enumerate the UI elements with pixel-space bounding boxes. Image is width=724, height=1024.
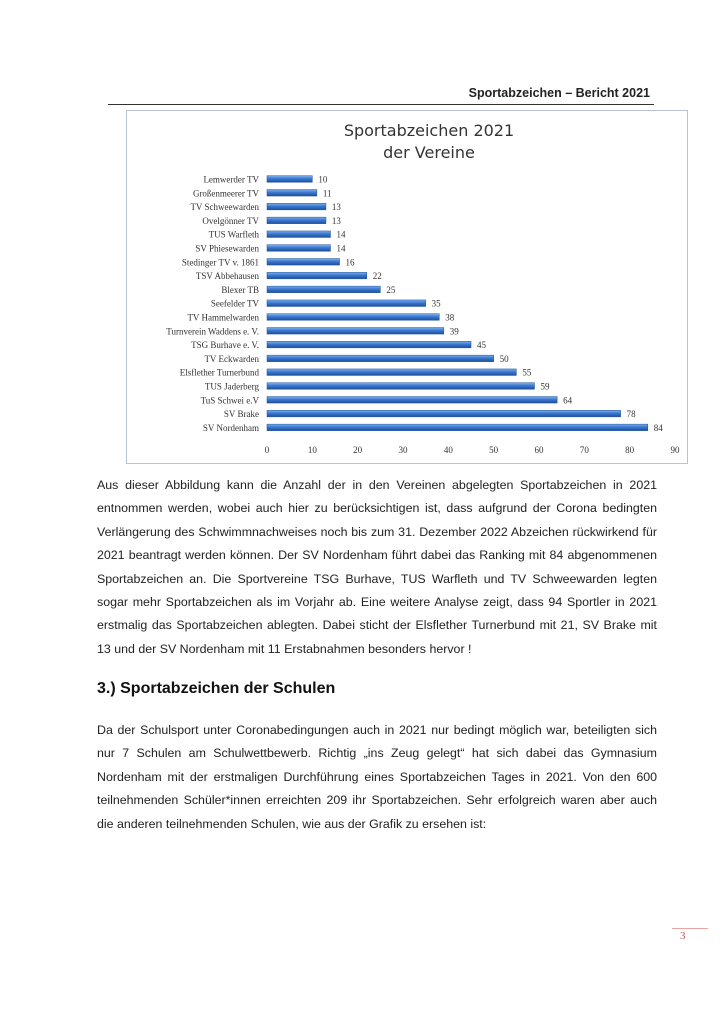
bar [267, 259, 340, 266]
data-label: 35 [431, 298, 441, 309]
category-label: Großenmeerer TV [192, 188, 259, 199]
data-label: 25 [386, 284, 396, 295]
chart-title: Sportabzeichen 2021 [343, 121, 515, 140]
x-tick-label: 20 [353, 445, 363, 455]
bar [267, 217, 326, 224]
category-label: Seefelder TV [210, 298, 259, 309]
bar [267, 203, 326, 210]
x-tick-label: 30 [398, 445, 408, 455]
category-label: TV Schweewarden [190, 202, 259, 213]
bar [267, 190, 317, 197]
bar [267, 231, 330, 238]
data-label: 45 [477, 340, 486, 351]
data-label: 50 [499, 353, 509, 364]
category-label: TuS Schwei e.V [200, 395, 259, 406]
bar [267, 314, 439, 321]
bar [267, 245, 330, 252]
bar [267, 272, 367, 279]
data-label: 10 [318, 174, 328, 185]
bar [267, 369, 516, 376]
category-label: Stedinger TV v. 1861 [181, 257, 259, 268]
page-number-rule [672, 928, 708, 929]
data-label: 22 [372, 271, 382, 282]
data-label: 64 [563, 395, 573, 406]
data-label: 78 [626, 409, 636, 420]
category-label: Turnverein Waddens e. V. [166, 326, 259, 337]
category-label: TUS Jaderberg [204, 381, 259, 392]
bar [267, 300, 426, 307]
category-label: TUS Warfleth [208, 229, 259, 240]
category-label: Ovelgönner TV [202, 215, 259, 226]
header-rule [108, 104, 654, 105]
x-tick-label: 80 [625, 445, 635, 455]
data-label: 14 [336, 243, 346, 254]
category-label: TV Eckwarden [204, 353, 259, 364]
bar [267, 397, 557, 404]
data-label: 13 [331, 202, 341, 213]
paragraph-schulen: Da der Schulsport unter Coronabedingungen auch in 2021 nur bedingt möglich war, beteiligten sich nur 7 Schulen am Schulwettbewerb. Richtig „ins Zeug gelegt“ hat sich dabei das Gymnasium Nordenham mit der erstmaligen Durchführung eines Sportabzeichen Tages in 2021. Von den 600 teilnehmenden Schüler*innen erreichten 209 ihr Sportabzeichen. Sehr erfolgreich waren aber auch die anderen teilnehmenden Schulen, wie aus der Grafik zu ersehen ist: [97, 723, 657, 831]
page-number: 3 [680, 930, 686, 942]
paragraph-vereine: Aus dieser Abbildung kann die Anzahl der in den Vereinen abgelegten Sportabzeichen in 2021 entnommen werden, wobei auch hier zu berücksichtigen ist, dass aufgrund der Corona bedingten Verlängerung des Schwimmnachweises noch bis zum 31. Dezember 2022 Abzeichen rückwirkend für 2021 beantragt werden können. Der SV Nordenham führt dabei das Ranking mit 84 abgenommenen Sportabzeichen an. Die Sportvereine TSG Burhave, TUS Warfleth und TV Schweewarden legten sogar mehr Sportabzeichen als im Vorjahr ab. Eine weitere Analyse zeigt, dass 94 Sportler in 2021 erstmalig das Sportabzeichen ablegten. Dabei sticht der Elsflether Turnerbund mit 21, SV Brake mit 13 und der SV Nordenham mit 11 Erstabnahmen besonders hervor ! [97, 478, 657, 656]
data-label: 38 [445, 312, 455, 323]
bar [267, 286, 380, 293]
category-label: TSG Burhave e. V. [191, 340, 259, 351]
bar-chart [127, 111, 687, 463]
x-tick-label: 40 [443, 445, 453, 455]
data-label: 84 [653, 422, 663, 433]
bar [267, 355, 494, 362]
data-label: 16 [345, 257, 355, 268]
chart-subtitle: der Vereine [383, 143, 475, 162]
category-label: Blexer TB [221, 284, 259, 295]
bar [267, 410, 621, 417]
category-label: TV Hammelwarden [187, 312, 259, 323]
category-label: Lemwerder TV [203, 174, 259, 185]
bar [267, 328, 444, 335]
chart-container [126, 110, 688, 464]
page-header-title: Sportabzeichen – Bericht 2021 [468, 86, 650, 100]
category-label: Elsflether Turnerbund [179, 367, 259, 378]
category-label: SV Phiesewarden [195, 243, 259, 254]
data-label: 59 [540, 381, 550, 392]
data-label: 14 [336, 229, 346, 240]
x-tick-label: 10 [307, 445, 317, 455]
x-tick-label: 60 [534, 445, 544, 455]
x-tick-label: 0 [264, 445, 270, 455]
data-label: 39 [449, 326, 459, 337]
data-label: 55 [522, 367, 532, 378]
category-label: SV Nordenham [202, 422, 259, 433]
category-label: TSV Abbehausen [195, 271, 259, 282]
section-heading: 3.) Sportabzeichen der Schulen [97, 680, 336, 697]
category-label: SV Brake [223, 409, 259, 420]
x-tick-label: 90 [670, 445, 680, 455]
data-label: 13 [331, 215, 341, 226]
data-label: 11 [322, 188, 332, 199]
bar [267, 424, 648, 431]
bar [267, 176, 312, 183]
bar [267, 341, 471, 348]
x-tick-label: 50 [489, 445, 499, 455]
bar [267, 383, 534, 390]
x-tick-label: 70 [579, 445, 589, 455]
